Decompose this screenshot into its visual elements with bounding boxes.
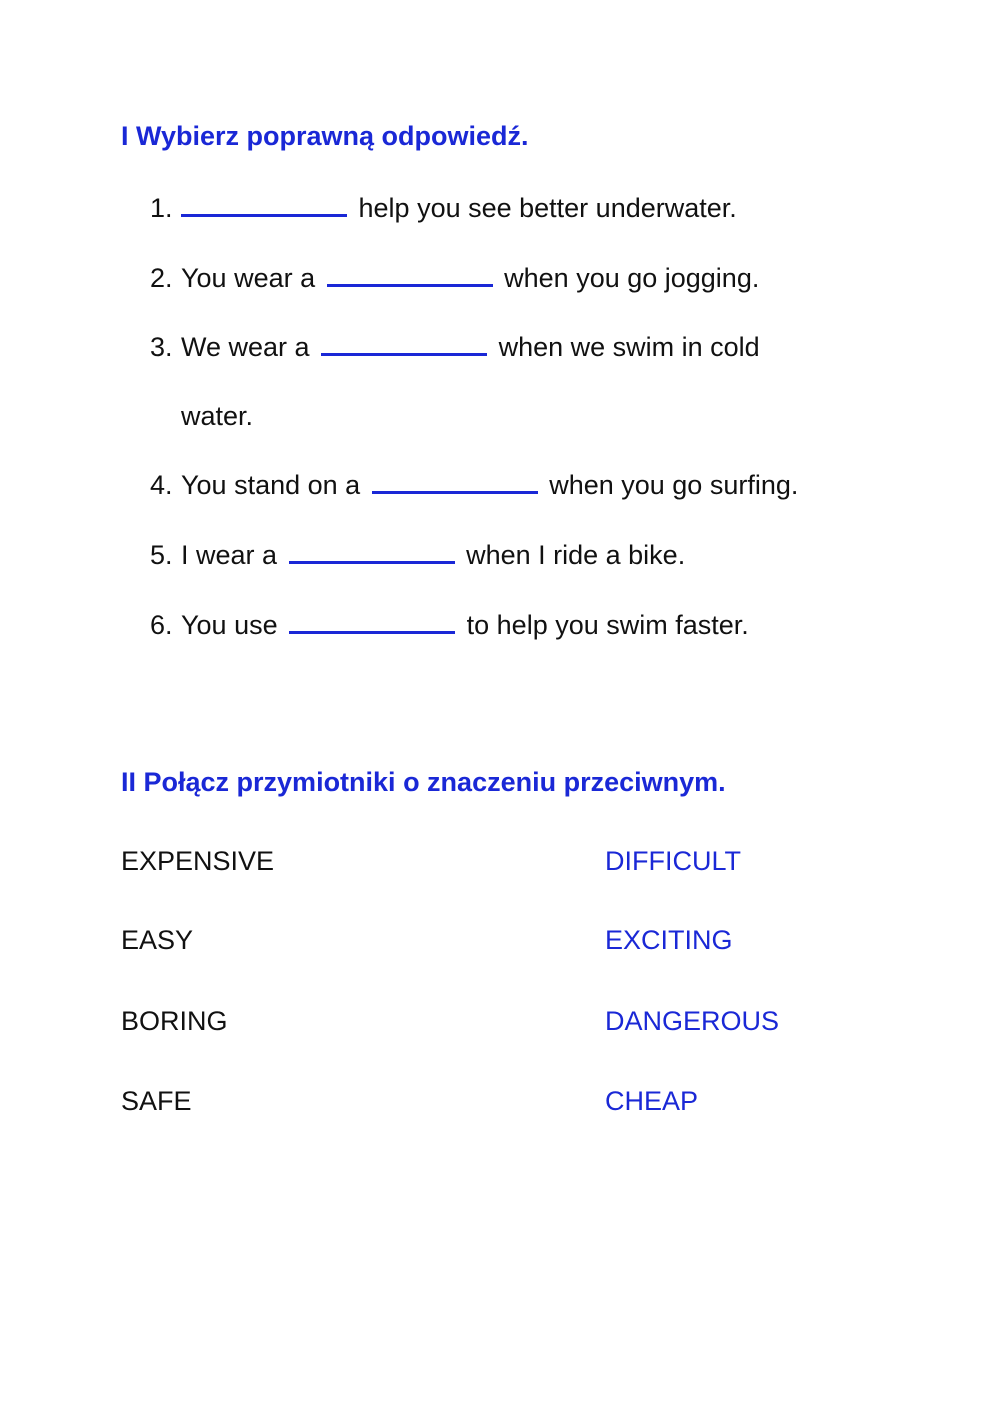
question-text-before: You stand on a (181, 470, 361, 500)
answer-blank-2[interactable] (327, 264, 493, 287)
question-text-before: You use (181, 610, 278, 640)
answer-blank-4[interactable] (372, 471, 538, 494)
left-adjective-1[interactable]: EXPENSIVE (121, 846, 275, 876)
right-adjective-2[interactable]: EXCITING (605, 925, 733, 955)
question-number: 3. (150, 332, 173, 362)
left-adjective-2[interactable]: EASY (121, 925, 194, 955)
question-number: 2. (150, 263, 173, 293)
question-number: 1. (150, 193, 173, 223)
question-text-before: I wear a (181, 540, 278, 570)
question-text-continuation: water. (181, 401, 254, 431)
question-text-after: when you go jogging. (504, 263, 760, 293)
right-adjective-3[interactable]: DANGEROUS (605, 1006, 780, 1036)
answer-blank-3[interactable] (321, 333, 487, 356)
question-text-after: when we swim in cold (498, 332, 760, 362)
section-1-title: I Wybierz poprawną odpowiedź. (121, 121, 529, 151)
answer-blank-5[interactable] (289, 541, 455, 564)
right-adjective-1[interactable]: DIFFICULT (605, 846, 741, 876)
question-text-after: help you see better underwater. (358, 193, 737, 223)
question-number: 6. (150, 610, 173, 640)
question-2 (150, 262, 759, 294)
question-5 (150, 539, 685, 571)
left-adjective-4[interactable]: SAFE (121, 1086, 192, 1116)
question-number: 4. (150, 470, 173, 500)
question-text-before: We wear a (181, 332, 310, 362)
question-3 (150, 331, 760, 431)
answer-blank-6[interactable] (289, 611, 455, 634)
question-6 (150, 609, 749, 641)
question-text-after: when you go surfing. (549, 470, 799, 500)
question-text-after: when I ride a bike. (466, 540, 686, 570)
question-text-before: You wear a (181, 263, 316, 293)
answer-blank-1[interactable] (181, 194, 347, 217)
question-4 (150, 469, 798, 501)
question-number: 5. (150, 540, 173, 570)
question-1 (150, 192, 737, 224)
right-adjective-4[interactable]: CHEAP (605, 1086, 699, 1116)
left-adjective-3[interactable]: BORING (121, 1006, 228, 1036)
question-text-after: to help you swim faster. (466, 610, 749, 640)
section-2-title: II Połącz przymiotniki o znaczeniu przeciwnym. (121, 767, 726, 797)
